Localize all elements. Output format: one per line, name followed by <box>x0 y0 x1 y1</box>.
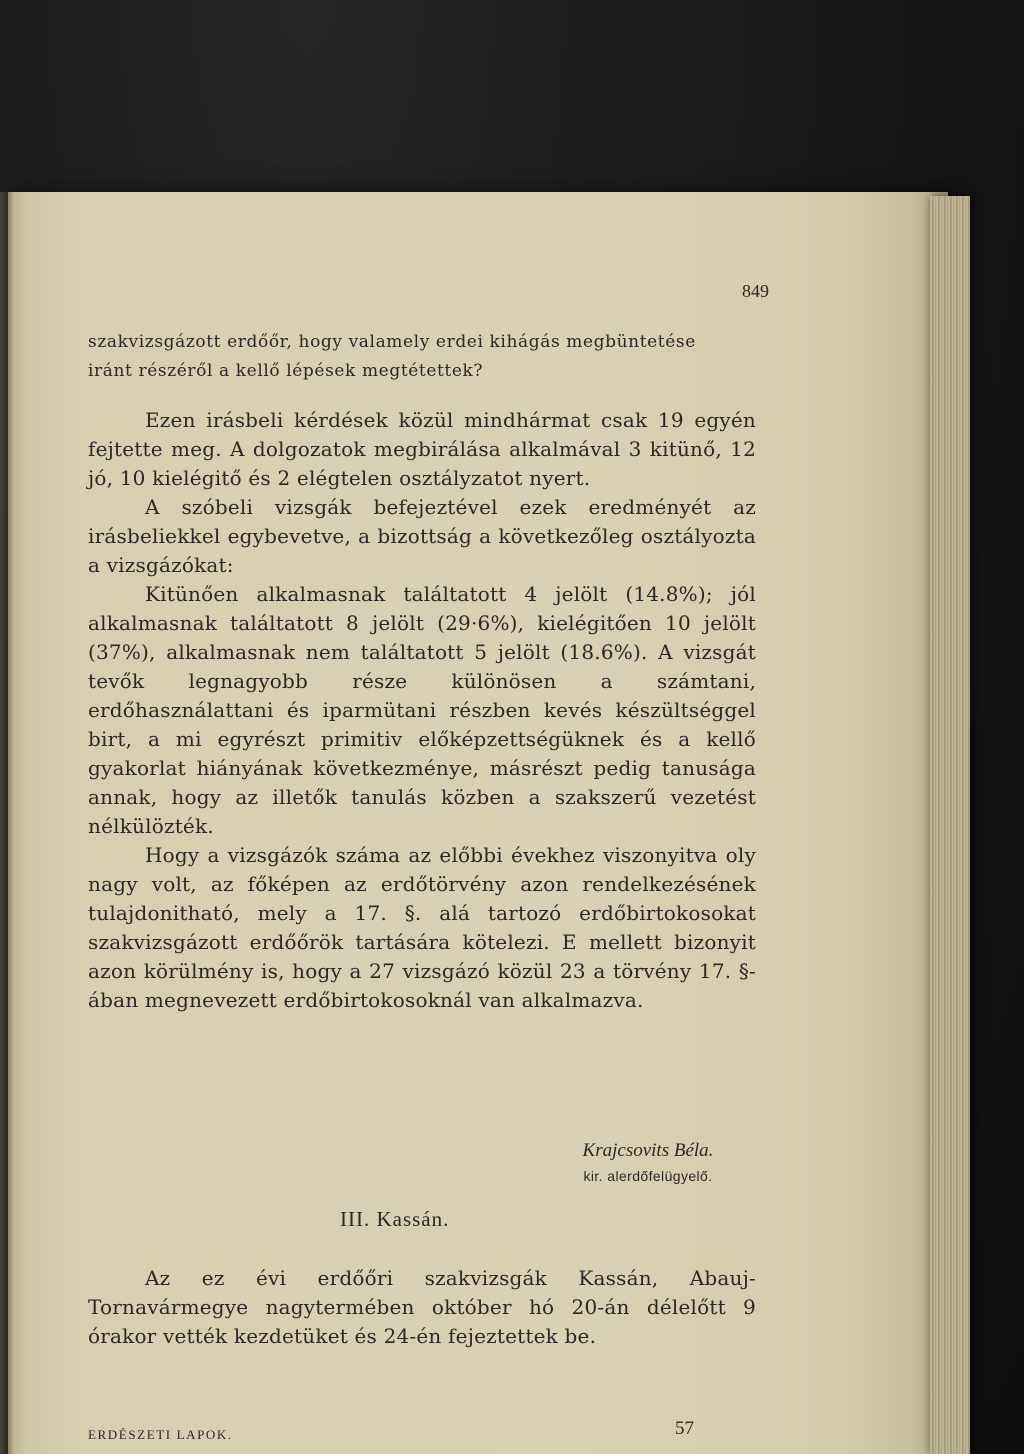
final-paragraph-block <box>88 1264 756 1351</box>
paragraph-line-2: iránt részéről a kellő lépések megtétettek? <box>88 361 484 381</box>
paragraph-written-results: Ezen irásbeli kérdések közül mindhármat csak 19 egyén fejtette meg. A dolgozatok megbirálása alkalmával 3 kitünő, 12 jó, 10 kielégitő és 2 elégtelen osztályzatot nyert. <box>88 408 756 490</box>
sheet-number: 57 <box>675 1418 694 1439</box>
signature-title: kir. alerdőfelügyelő. <box>583 1168 713 1184</box>
page-number: 849 <box>742 281 769 301</box>
article-body <box>88 328 756 1015</box>
section-heading: III. Kassán. <box>340 1207 450 1231</box>
final-paragraph: Az ez évi erdőőri szakvizsgák Kassán, Abauj-Tornavármegye nagytermében október hó 20-án délelőtt 9 órakor vették kezdetüket és 24-én fejeztettek be. <box>88 1266 756 1348</box>
paragraph-candidate-count: Hogy a vizsgázók száma az előbbi évekhez viszonyitva oly nagy volt, az főképen az erdőtörvény azon rendelkezésének tulajdonitható, mely a 17. §. alá tartozó erdőbirtokosokat szakvizsgázott erdőőrök tartására kötelezi. E mellett bizonyit azon körülmény is, hogy a 27 vizsgázó közül 23 a törvény 17. §-ában megnevezett erdőbirtokosoknál van alkalmazva. <box>88 843 756 1012</box>
page-edges <box>930 196 970 1454</box>
signature-name: Krajcsovits Béla. <box>582 1140 714 1161</box>
paragraph-oral-exams: A szóbeli vizsgák befejeztével ezek eredményét az irásbeliekkel egybevetve, a bizottság a következőleg osztályozta a vizsgázókat: <box>88 495 756 577</box>
paragraph-classification: Kitünően alkalmasnak találtatott 4 jelölt (14.8%); jól alkalmasnak találtatott 8 jelölt (29·6%), kielégitően 10 jelölt (37%), alkalmasnak nem találtatott 5 jelölt (18.6%). A vizsgát tevők legnagyobb része különösen a számtani, erdőhasználattani és iparmütani részben kevés készültséggel birt, a mi egyrészt primitiv előképzettségüknek és a kellő gyakorlat hiányának következménye, másrészt pedig tanusága annak, hogy az illetők tanulás közben a szakszerű vezetést nélkülözték. <box>88 582 756 838</box>
paragraph-line-1: szakvizsgázott erdőőr, hogy valamely erdei kihágás megbüntetése <box>88 332 696 352</box>
spine-shadow <box>0 192 14 1454</box>
journal-footer: ERDÉSZETI LAPOK. <box>88 1427 233 1442</box>
signature-block <box>538 1138 758 1188</box>
